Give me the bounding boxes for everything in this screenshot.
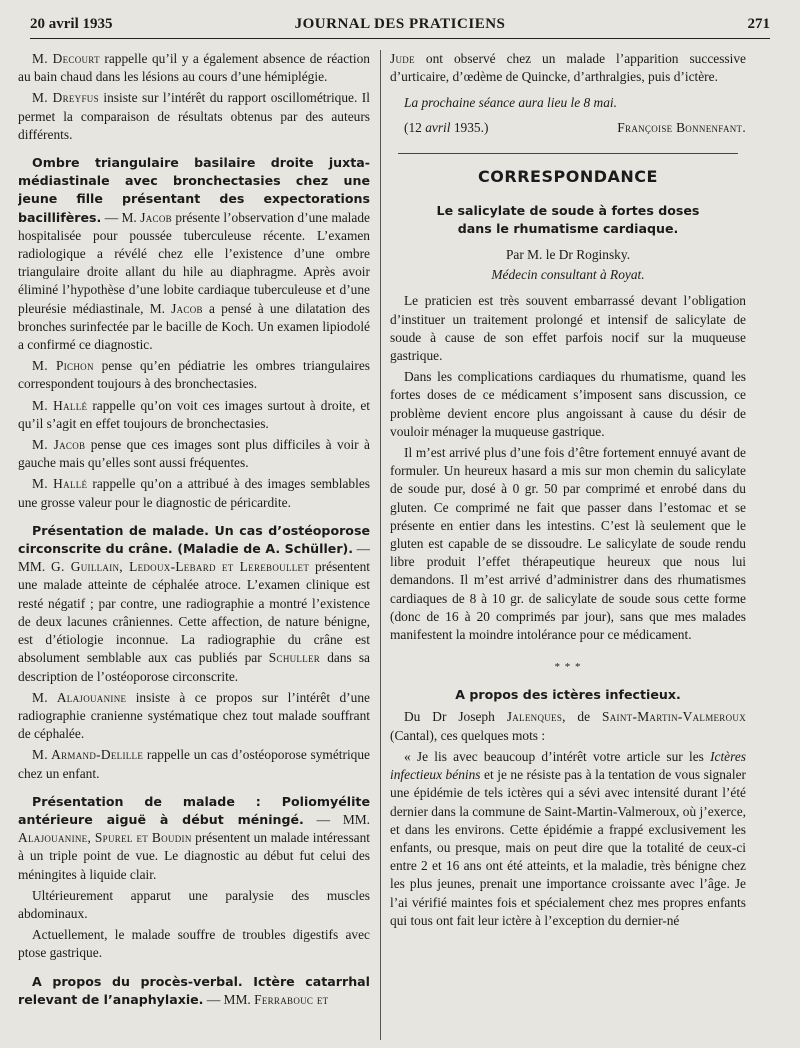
- article-author: Par M. le Dr Roginsky.: [505, 247, 631, 263]
- paragraph: Il m’est arrivé plus d’une fois d’être fortement ennuyé avant de formuler. Un heureux hasard a mis sur mon chemin du salicylate de soude pur, dosé à 0 gr. 50 par comprimé et enrobé dans du gluten. Ce comprimé ne fait que passer dans l’estomac et se présente en entier dans les intestins. C’est là seulement que le gluten est capable de se dissoudre. Le salicylate de soude rendu libre produit l’effet thérapeutique heureux que nous lui demandons. Il m’est arrivé d’administrer dans des rhumatismes cardiaques de 8 à 10 gr. de salicylate de soude sous cette forme (donc de 16 à 20 comprimés par jour), sans que mes malades manifestent la moindre intolérance pour ce médicament.: [390, 445, 746, 643]
- header-rule: [30, 38, 770, 39]
- paragraph: M. Dreyfus insiste sur l’intérêt du rapport oscillométrique. Il permet la comparaison de résultats obtenus par des auteurs différents.: [18, 90, 370, 142]
- paragraph: M. Hallé rappelle qu’on voit ces images surtout à droite, et qu’il s’agit en effet toujours de bronchectasies.: [18, 397, 370, 431]
- paragraph: Ultérieurement apparut une paralysie des muscles abdominaux.: [18, 887, 370, 921]
- paragraph: M. Pichon pense qu’en pédiatrie les ombres triangulaires correspondent toujours à des bronchectasies.: [18, 358, 370, 392]
- section-heading: A propos du procès-verbal. Ictère catarrhal relevant de l’anaphylaxie.: [18, 973, 370, 1007]
- article-title: Le salicylate de soude à fortes doses dans le rhumatisme cardiaque.: [436, 203, 700, 237]
- paragraph: M. Armand-Delille rappelle un cas d’ostéoporose symétrique chez un enfant.: [18, 747, 370, 781]
- signature: Françoise Bonnenfant.: [617, 119, 746, 135]
- report-signature: [390, 119, 746, 137]
- section-heading: Ombre triangulaire basilaire droite juxta-médiastinale avec bronchectasies chez une jeune fille présentant des expectorations bacillifères.: [18, 155, 370, 225]
- journal-title: JOURNAL DES PRATICIENS: [294, 16, 506, 32]
- section-osteoporose: Présentation de malade. Un cas d’ostéoporose circonscrite du crâne. (Maladie de A. Schüller). — MM. G. Guillain, Ledoux-Lebard et Lereboullet présentent une malade atteinte de céphalée atroce. L’examen clinique est resté négatif ; par contre, une radiographie a montré l’existence de deux lacunes crâniennes. Cette affection, de nature bénigne, est d’étiologie inconnue. La radiographie du crâne est absolument semblable aux cas publiés par Schuller dans sa description de l’ostéoporose circonscrite.: [18, 522, 370, 684]
- paragraph: Du Dr Joseph Jalenques, de Saint-Martin-Valmeroux (Cantal), ces quelques mots :: [390, 709, 746, 743]
- next-session-note: La prochaine séance aura lieu le 8 mai.: [404, 95, 617, 111]
- section-ombre-triangulaire: Ombre triangulaire basilaire droite juxta-médiastinale avec bronchectasies chez une jeune fille présentant des expectorations bacillifères. — M. Jacob présente l’observation d’une malade hospitalisée pour poussée tuberculeuse récente. L’examen radiologique a révélé chez elle l’existence d’une ombre triangulaire droite allant du hile au diaphragme. Après avoir éliminé l’hypothèse d’une lobite cardiaque tuberculeuse et d’une pleurésie médiastinale, M. Jacob a pensé à une dilatation des bronches surinfectée par le bacille de Koch. Un examen lipiodolé a confirmé ce diagnostic.: [18, 155, 370, 353]
- header-date: 20 avril 1935: [30, 16, 113, 32]
- asterism: * * *: [554, 661, 582, 674]
- section-poliomyelite: Présentation de malade : Poliomyélite antérieure aiguë à début méningé. — MM. Alajouanine, Spurel et Boudin présentent un malade intéressant à un triple point de vue. Le diagnostic au début fut celui des méningites à liquide clair.: [18, 793, 370, 882]
- column-divider: [380, 50, 381, 1040]
- section-heading: Présentation de malade : Poliomyélite antérieure aiguë à début méningé.: [18, 793, 370, 827]
- paragraph: M. Alajouanine insiste à ce propos sur l’intérêt d’une radiographie cranienne systématique chez tout malade souffrant de céphalée.: [18, 689, 370, 742]
- paragraph: Actuellement, le malade souffre de troubles digestifs avec ptose gastrique.: [18, 927, 370, 961]
- paragraph: Le praticien est très souvent embarrassé devant l’obligation d’instituer un traitement prolongé et intensif de salicylate de soude à cause de son effet parfois nocif sur la muqueuse gastrique.: [390, 293, 746, 364]
- paragraph: M. Hallé rappelle qu’on a attribué à des images semblables une grosse valeur pour le diagnostic de péricardite.: [18, 476, 370, 510]
- paragraph: Jude ont observé chez un malade l’apparition successive d’urticaire, d’œdème de Quincke, d’arthralgies, puis d’ictère.: [390, 51, 746, 85]
- paragraph: M. Decourt rappelle qu’il y a également absence de réaction au bain chaud dans les lésions au cours d’une hémiplégie.: [18, 51, 370, 85]
- right-column: [390, 50, 746, 1040]
- section-heading: Présentation de malade. Un cas d’ostéoporose circonscrite du crâne. (Maladie de A. Schüller).: [18, 522, 370, 557]
- left-column: [18, 50, 370, 1040]
- correspondance-heading: CORRESPONDANCE: [478, 166, 658, 186]
- paragraph: Dans les complications cardiaques du rhumatisme, quand les fortes doses de ce médicament s’imposent sans discussion, ce problème devient encore plus angoissant à cause du désir de vouloir ménager la muqueuse gastrique.: [390, 369, 746, 439]
- section-proces-verbal: A propos du procès-verbal. Ictère catarrhal relevant de l’anaphylaxie. — MM. Ferrabouc et: [18, 973, 370, 1007]
- page-number: 271: [747, 16, 770, 32]
- paragraph: M. Jacob pense que ces images sont plus difficiles à voir à gauche mais qu’elles sont aussi fréquentes.: [18, 437, 370, 471]
- article-author-role: Médecin consultant à Royat.: [491, 267, 645, 283]
- report-date: (12 avril 1935.): [404, 119, 489, 135]
- article-title: A propos des ictères infectieux.: [455, 687, 681, 703]
- page-header: [30, 12, 770, 36]
- section-rule: [398, 153, 738, 154]
- paragraph: « Je lis avec beaucoup d’intérêt votre article sur les Ictères infectieux bénins et je ne résiste pas à la tentation de vous signaler une épidémie de tels ictères qui a sévi avec intensité durant l’été dernier dans la commune de Saint-Martin-Valmeroux, où j’exerce, et dans les environs. Cette épidémie a frappé exclusivement les enfants, ou presque, mais on peut dire que la totalité de ceux-ci entre 2 et 16 ans ont été atteints, et la maladie, très bénigne chez les plus jeunes, prenait une importance croissante avec l’âge. Je l’ai vérifié maintes fois et spécialement chez mes propres enfants qui tous ont fait leur ictère à l’exception du dernier-né: [390, 748, 746, 928]
